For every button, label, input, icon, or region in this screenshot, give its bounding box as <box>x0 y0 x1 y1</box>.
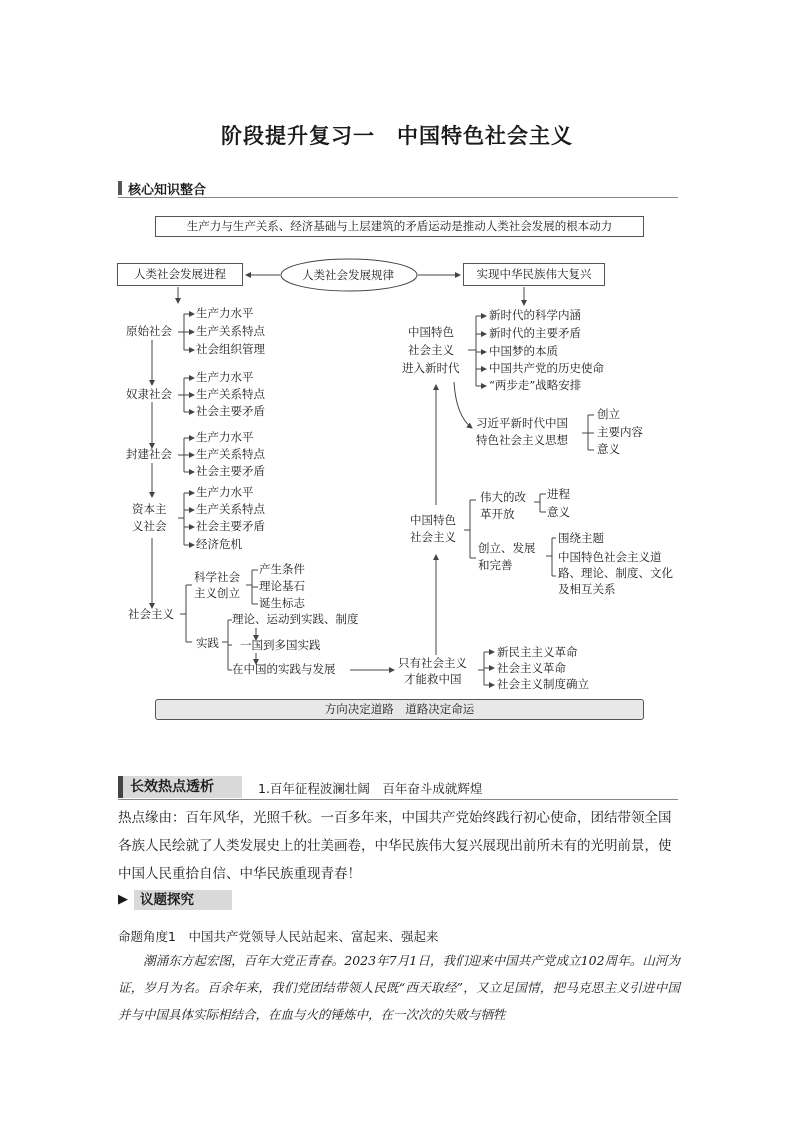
ziben-item: 生产力水平 <box>196 485 254 499</box>
kexue-label: 科学社会 <box>194 570 240 584</box>
left-head: 人类社会发展进程 <box>117 263 243 286</box>
ziben-item: 经济危机 <box>196 537 242 551</box>
chuangli-item: 及相互关系 <box>558 582 616 596</box>
gaige-label: 伟大的改 <box>480 490 526 504</box>
body-paragraph: 潮涌东方起宏图，百年大党正青春。2023年7月1日，我们迎来中国共产党成立102周年。山河为证，岁月为名。百余年来，我们党团结带领人民既“西天取经”，又立足国情，把马克思主义引进中国并与中国具体实际相结合，在血与火的锤炼中，在一次次的失败与牺牲 <box>118 953 680 1022</box>
arrow-icon: ▶ <box>118 892 128 907</box>
yuanshi-item: 生产关系特点 <box>196 324 265 338</box>
shijian-item: 在中国的实践与发展 <box>232 662 336 676</box>
shijian-item: 一国到多国实践 <box>240 638 321 652</box>
fengjian-label: 封建社会 <box>126 447 172 461</box>
xinshidai-item: “两步走”战略安排 <box>489 378 582 392</box>
zgts-label: 中国特色 <box>410 513 456 527</box>
center-label: 人类社会发展规律 <box>302 268 394 282</box>
hot-subtitle: 1.百年征程波澜壮阔 百年奋斗成就辉煌 <box>258 781 483 796</box>
bottom-banner: 方向决定道路 道路决定命运 <box>155 699 644 720</box>
zhiyou-label: 只有社会主义 <box>398 656 467 670</box>
xinshidai-label: 社会主义 <box>408 343 454 357</box>
xjp-label: 特色社会主义思想 <box>476 433 568 447</box>
ziben-item: 生产关系特点 <box>196 502 265 516</box>
yuanshi-item: 生产力水平 <box>196 306 254 320</box>
xinshidai-item: 中国共产党的历史使命 <box>489 361 604 375</box>
gaige-item: 意义 <box>547 505 570 519</box>
nuli-item: 生产力水平 <box>196 370 254 384</box>
ziben-label: 义社会 <box>132 519 167 533</box>
chuangli-item: 围绕主题 <box>558 531 604 545</box>
hot-paragraph: 热点缘由：百年风华，光照千秋。一百多年来，中国共产党始终践行初心使命，团结带领全国各族人民绘就了人类发展史上的壮美画卷，中华民族伟大复兴展现出前所未有的光明前景，使中国人民重拾自信、中华民族重现青春！ <box>118 810 672 882</box>
right-head: 实现中华民族伟大复兴 <box>463 263 605 286</box>
kexue-item: 产生条件 <box>259 562 305 576</box>
xinshidai-label: 中国特色 <box>408 325 454 339</box>
xinshidai-item: 中国梦的本质 <box>489 344 558 358</box>
xinshidai-label: 进入新时代 <box>402 361 460 375</box>
kexue-item: 理论基石 <box>259 579 305 593</box>
section-label: 核心知识整合 <box>128 183 207 198</box>
xjp-item: 主要内容 <box>597 425 643 439</box>
yuanshi-item: 社会组织管理 <box>196 342 265 356</box>
xjp-label: 习近平新时代中国 <box>476 416 568 430</box>
shehui-label: 社会主义 <box>128 607 174 621</box>
fengjian-item: 社会主要矛盾 <box>196 464 265 478</box>
xjp-item: 创立 <box>597 407 620 421</box>
section-label: 议题探究 <box>134 890 232 910</box>
shijian-label: 实践 <box>196 636 219 650</box>
zhiyou-label: 才能救中国 <box>404 672 462 686</box>
nuli-item: 生产关系特点 <box>196 387 265 401</box>
xinshidai-item: 新时代的科学内涵 <box>489 308 581 322</box>
zhiyou-item: 新民主主义革命 <box>497 645 578 659</box>
section-tag <box>118 776 242 798</box>
ziben-item: 社会主要矛盾 <box>196 519 265 533</box>
ziben-label: 资本主 <box>132 502 167 516</box>
zhiyou-item: 社会主义制度确立 <box>497 677 589 691</box>
chuangli-label: 创立、发展 <box>478 541 536 555</box>
question-angle: 命题角度1 中国共产党领导人民站起来、富起来、强起来 <box>118 929 439 944</box>
chuangli-item: 中国特色社会主义道 <box>558 550 662 564</box>
nuli-item: 社会主要矛盾 <box>196 404 265 418</box>
top-banner: 生产力与生产关系、经济基础与上层建筑的矛盾运动是推动人类社会发展的根本动力 <box>155 216 644 237</box>
page-title: 阶段提升复习一 中国特色社会主义 <box>221 124 573 148</box>
chuangli-label: 和完善 <box>478 558 513 572</box>
fengjian-item: 生产力水平 <box>196 430 254 444</box>
gaige-label: 革开放 <box>480 507 515 521</box>
fengjian-item: 生产关系特点 <box>196 447 265 461</box>
shijian-item: 理论、运动到实践、制度 <box>232 612 359 626</box>
section-hot-topics <box>118 776 678 800</box>
section-bar <box>118 776 123 798</box>
nuli-label: 奴隶社会 <box>126 387 172 401</box>
kexue-item: 诞生标志 <box>259 596 305 610</box>
kexue-label: 主义创立 <box>194 586 240 600</box>
zgts-label: 社会主义 <box>410 530 456 544</box>
xjp-item: 意义 <box>597 442 620 456</box>
yuanshi-label: 原始社会 <box>126 324 172 338</box>
section-rule <box>118 799 678 800</box>
section-label: 长效热点透析 <box>130 779 214 795</box>
xinshidai-item: 新时代的主要矛盾 <box>489 326 581 340</box>
chuangli-item: 路、理论、制度、文化 <box>558 566 673 580</box>
gaige-item: 进程 <box>547 487 570 501</box>
zhiyou-item: 社会主义革命 <box>497 661 566 675</box>
